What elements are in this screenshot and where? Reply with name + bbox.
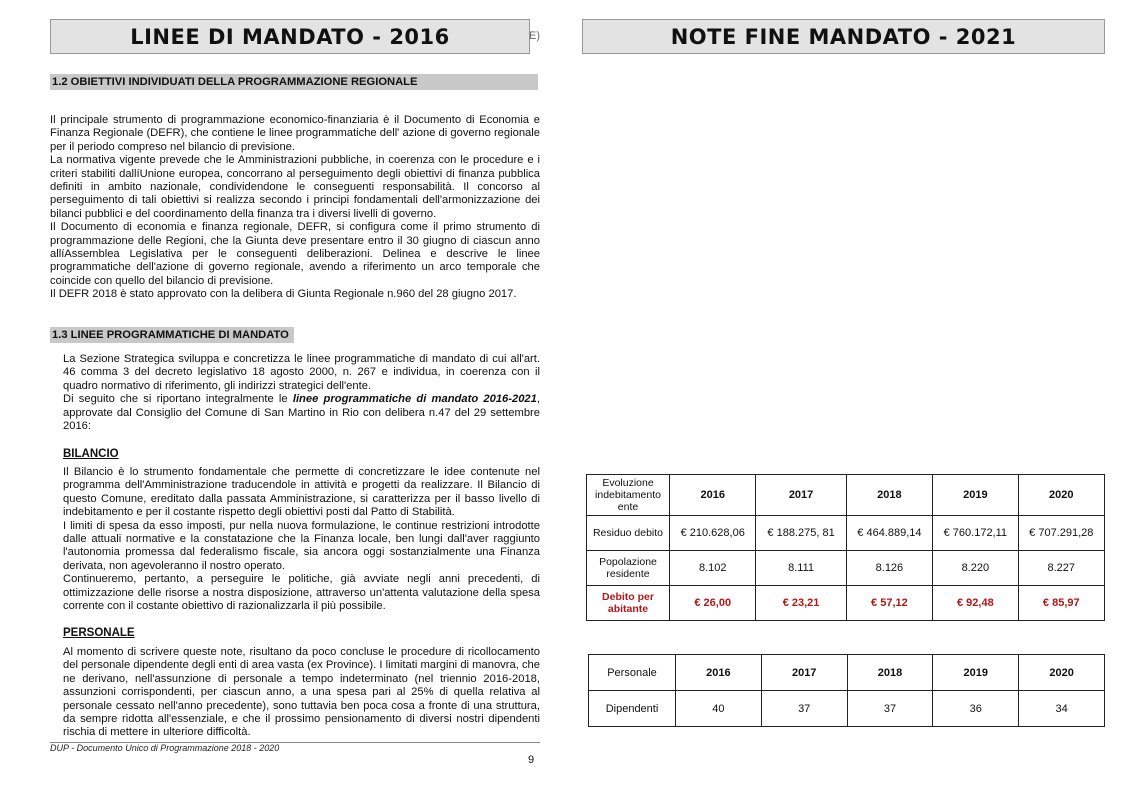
year-cell: 2018	[846, 475, 932, 516]
personale-heading: PERSONALE	[63, 627, 135, 639]
value-cell: 37	[761, 691, 847, 727]
footer-text: DUP - Documento Unico di Programmazione 2018 - 2020	[50, 743, 280, 753]
left-page-banner: LINEE DI MANDATO - 2016	[50, 19, 530, 54]
bilancio-body	[63, 466, 540, 613]
row-label-cell: Debito per abitante	[587, 586, 670, 621]
table-row	[589, 691, 1105, 727]
value-cell: 8.126	[846, 551, 932, 586]
intro-text: , approvate dal Consiglio del Comune di San Martino in Rio con delibera n.47 del 29 settembre 2016:	[63, 393, 540, 433]
paragraph: Il Bilancio è lo strumento fondamentale che permette di concretizzare le idee contenute nel programma dell'Amministrazione traducendole in attività e progetti da realizzare. Il Bilancio di questo Comune, ereditato dalla passata Amministrazione, si caratterizza per il basso livello di indebitamento e per il costante rispetto degli obiettivi posti dal Patto di Stabilità.	[63, 466, 540, 519]
page-number: 9	[528, 754, 535, 766]
value-cell: € 707.291,28	[1018, 516, 1104, 551]
paragraph: Al momento di scrivere queste note, risultano da poco concluse le procedure di ricollocamento del personale dipendente degli enti di area vasta (ex Province). I limitati margini di manovra, che ne derivano, nell'assunzione di personale a tempo indeterminato (nel triennio 2016-2018, assunzioni corrispondenti, per ciascun anno, a una spesa pari al 25% di quella relativa al personale cessato nell'anno precedente), sono tuttavia ben poca cosa a fronte di una struttura, da sempre ridotta all'essenziale, e che il prossimo pensionamento di diversi nostri dipendenti rischia di mettere in ulteriore difficoltà.	[63, 646, 540, 739]
value-cell: 8.102	[670, 551, 756, 586]
paragraph: La normativa vigente prevede che le Amministrazioni pubbliche, in coerenza con le procedure e i criteri stabiliti dallíUnione europea, concorrano al perseguimento degli obiettivi di finanza pubblica definiti in ambito nazionale, condividendone le conseguenti responsabilità. Il concorso al perseguimento di tali obiettivi si realizza secondo i principi fondamentali dell'armonizzazione dei bilanci pubblici e del coordinamento della finanza tra i diversi livelli di governo.	[50, 154, 540, 220]
value-cell: 8.227	[1018, 551, 1104, 586]
paragraph: Il principale strumento di programmazione economico-finanziaria è il Documento di Economia e Finanza Regionale (DEFR), che contiene le linee programmatiche dell' azione di governo regionale per il periodo compreso nel bilancio di previsione.	[50, 114, 540, 153]
value-cell: € 188.275, 81	[756, 516, 846, 551]
value-cell: 8.111	[756, 551, 846, 586]
paragraph: I limiti di spesa da esso imposti, pur nella nuova formulazione, le continue restrizioni introdotte dalle attuali normative e la constatazione che la Finanza locale, ben lungi dall'aver raggiunto l'autonomia promessa dal federalismo fiscale, sia ancora oggi sostanzialmente una Finanza derivata, non agevoleranno il nostro operato.	[63, 519, 540, 572]
value-cell: € 92,48	[933, 586, 1018, 621]
table-row	[587, 551, 1105, 586]
bilancio-heading: BILANCIO	[63, 448, 119, 460]
value-cell: € 464.889,14	[846, 516, 932, 551]
table-row	[587, 586, 1105, 621]
value-cell: 8.220	[933, 551, 1018, 586]
right-page-banner: NOTE FINE MANDATO - 2021	[582, 19, 1105, 54]
section-12-body	[50, 114, 540, 302]
paragraph: Il Documento di economia e finanza regionale, DEFR, si configura come il primo strumento di programmazione delle Regioni, che la Giunta deve presentare entro il 30 giugno di ciascun anno allíAssemblea Legislativa per le conseguenti deliberazioni. Delinea e descrive le linee programmatiche dell'azione di governo regionale, avendo a riferimento un arco temporale che coincide con quello del bilancio di previsione.	[50, 221, 540, 287]
value-cell: € 23,21	[756, 586, 846, 621]
year-cell: 2017	[761, 655, 847, 691]
row-label-cell: Residuo debito	[587, 516, 670, 551]
year-cell: 2020	[1018, 475, 1104, 516]
debt-evolution-table	[586, 474, 1105, 621]
table-row	[587, 516, 1105, 551]
personale-body	[63, 646, 540, 740]
year-cell: 2016	[670, 475, 756, 516]
header-label-cell: Evoluzione indebitamento ente	[587, 475, 670, 516]
stray-mark: E)	[529, 30, 540, 42]
value-cell: 36	[933, 691, 1019, 727]
section-12-heading: 1.2 OBIETTIVI INDIVIDUATI DELLA PROGRAMMAZIONE REGIONALE	[50, 74, 538, 90]
year-cell: 2017	[756, 475, 846, 516]
paragraph: Continueremo, pertanto, a perseguire le politiche, già avviate negli anni precedenti, di ottimizzazione delle risorse a nostra disposizione, attraverso un'attenta valutazione della spesa corrente con il costante obiettivo di razionalizzarla il più possibile.	[63, 573, 540, 613]
table-header-row	[589, 655, 1105, 691]
value-cell: 40	[676, 691, 762, 727]
year-cell: 2016	[676, 655, 762, 691]
paragraph: Il DEFR 2018 è stato approvato con la delibera di Giunta Regionale n.960 del 28 giugno 2017.	[50, 288, 517, 301]
value-cell: € 57,12	[846, 586, 932, 621]
value-cell: 34	[1019, 691, 1105, 727]
table-header-row	[587, 475, 1105, 516]
value-cell: € 26,00	[670, 586, 756, 621]
section-13-body	[63, 353, 540, 433]
mandate-lines-emphasis: linee programmatiche di mandato 2016-2021	[292, 393, 537, 406]
intro-text: Di seguito che si riportano integralmente le	[63, 393, 293, 406]
value-cell: € 85,97	[1018, 586, 1104, 621]
staff-table	[588, 654, 1105, 727]
value-cell: € 210.628,06	[670, 516, 756, 551]
year-cell: 2020	[1019, 655, 1105, 691]
value-cell: € 760.172,11	[933, 516, 1018, 551]
year-cell: 2019	[933, 475, 1018, 516]
header-label-cell: Personale	[589, 655, 676, 691]
section-13-heading: 1.3 LINEE PROGRAMMATICHE DI MANDATO	[50, 327, 294, 343]
value-cell: 37	[847, 691, 933, 727]
paragraph	[63, 393, 540, 433]
paragraph: La Sezione Strategica sviluppa e concretizza le linee programmatiche di mandato di cui all'art. 46 comma 3 del decreto legislativo 18 agosto 2000, n. 267 e individua, in coerenza con il quadro normativo di riferimento, gli indirizzi strategici dell'ente.	[63, 353, 540, 392]
year-cell: 2018	[847, 655, 933, 691]
row-label-cell: Popolazione residente	[587, 551, 670, 586]
row-label-cell: Dipendenti	[589, 691, 676, 727]
year-cell: 2019	[933, 655, 1019, 691]
